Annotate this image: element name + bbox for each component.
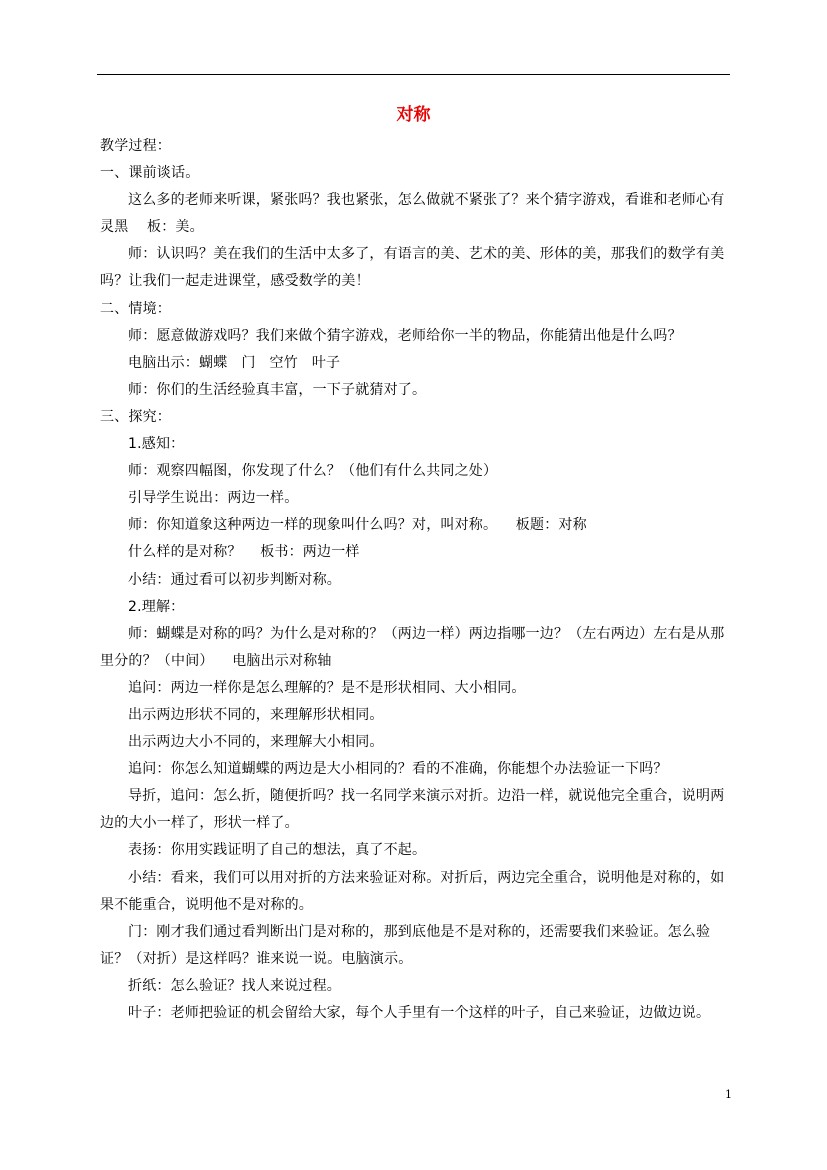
paragraph: 电脑出示：蝴蝶 门 空竹 叶子 (128, 354, 341, 371)
paragraph: 师：认识吗？美在我们的生活中太多了，有语言的美、艺术的美、形体的美，那我们的数学有美吗？让我们一起走进课堂，感受数学的美！ (100, 246, 725, 290)
subsection-heading: 2.理解： (128, 598, 185, 615)
paragraph: 追问：你怎么知道蝴蝶的两边是大小相同的？看的不准确，你能想个办法验证一下吗？ (128, 761, 668, 778)
paragraph: 导折，追问：怎么折，随便折吗？找一名同学来演示对折。边沿一样，就说他完全重合，说明两边的大小一样了，形状一样了。 (100, 788, 725, 832)
paragraph: 师：你知道象这种两边一样的现象叫什么吗？对，叫对称。 板题：对称 (128, 517, 587, 534)
header-rule (97, 74, 730, 75)
paragraph: 折纸：怎么验证？找人来说过程。 (128, 977, 341, 994)
document-body (100, 133, 730, 1027)
paragraph: 出示两边形状不同的，来理解形状相同。 (128, 706, 384, 723)
page-number: 1 (725, 1088, 732, 1101)
paragraph: 这么多的老师来听课，紧张吗？我也紧张，怎么做就不紧张了？来个猜字游戏，看谁和老师心有灵黑 板：美。 (100, 192, 725, 236)
paragraph: 师：愿意做游戏吗？我们来做个猜字游戏，老师给你一半的物品，你能猜出他是什么吗？ (128, 327, 682, 344)
paragraph: 追问：两边一样你是怎么理解的？是不是形状相同、大小相同。 (128, 679, 526, 696)
paragraph: 师：观察四幅图，你发现了什么？（他们有什么共同之处） (128, 463, 498, 480)
paragraph: 什么样的是对称？ 板书：两边一样 (128, 544, 360, 561)
paragraph: 表扬：你用实践证明了自己的想法，真了不起。 (128, 842, 427, 859)
section-heading: 二、情境： (100, 300, 171, 317)
paragraph: 师：蝴蝶是对称的吗？为什么是对称的？（两边一样）两边指哪一边？（左右两边）左右是从那里分的？（中间） 电脑出示对称轴 (100, 625, 725, 669)
section-heading: 教学过程： (100, 138, 171, 154)
paragraph: 小结：通过看可以初步判断对称。 (128, 571, 341, 588)
section-heading: 三、探究： (100, 408, 171, 425)
paragraph: 门：刚才我们通过看判断出门是对称的，那到底他是不是对称的，还需要我们来验证。怎么验证？（对折）是这样吗？谁来说一说。电脑演示。 (100, 923, 711, 967)
section-heading: 一、课前谈话。 (100, 165, 200, 182)
paragraph: 小结：看来，我们可以用对折的方法来验证对称。对折后，两边完全重合，说明他是对称的，如果不能重合，说明他不是对称的。 (100, 869, 725, 913)
subsection-heading: 1.感知： (128, 436, 185, 453)
paragraph: 出示两边大小不同的，来理解大小相同。 (128, 734, 384, 751)
paragraph: 师：你们的生活经验真丰富，一下子就猜对了。 (128, 381, 427, 398)
paragraph: 叶子：老师把验证的机会留给大家，每个人手里有一个这样的叶子，自己来验证，边做边说。 (128, 1005, 711, 1021)
document-title: 对称 (396, 105, 431, 125)
paragraph: 引导学生说出：两边一样。 (128, 490, 299, 507)
